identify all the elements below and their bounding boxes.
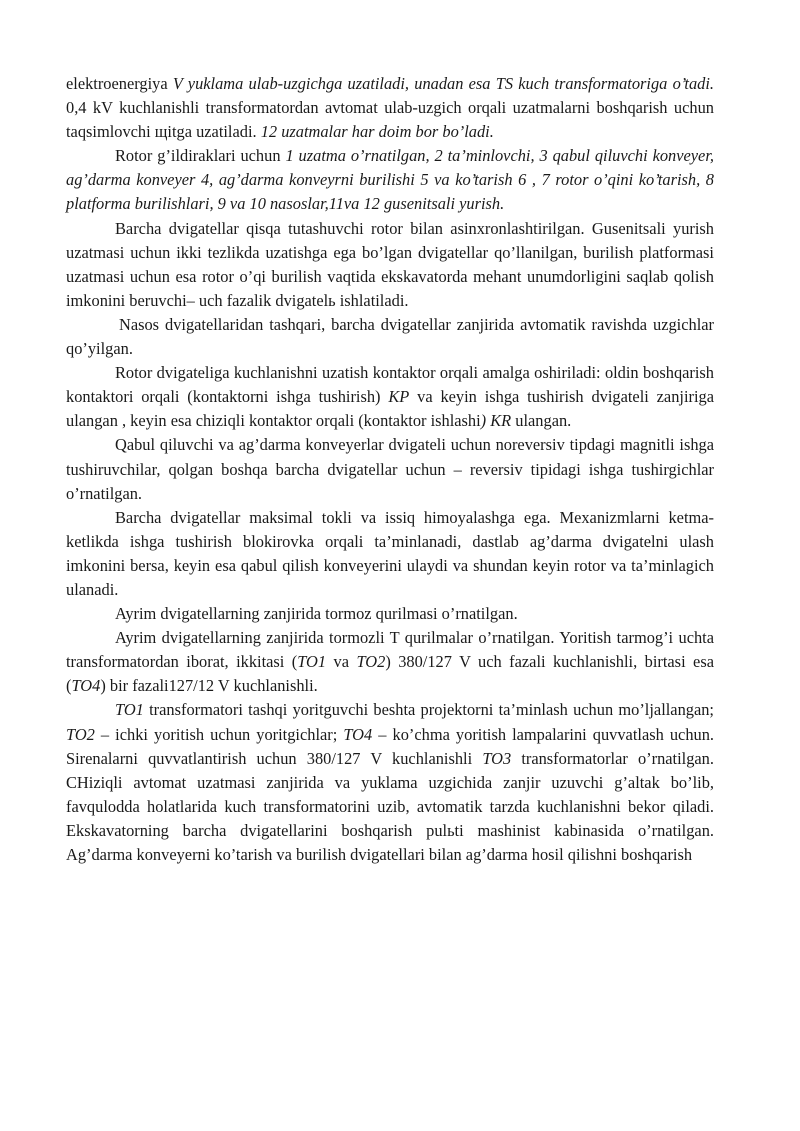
p9-text-c: va — [326, 652, 357, 672]
p10-text-h: transformatorlar o’rnatilgan. CHiziqli avtomat uzatmasi zanjirida va yuklama uzgichida zanjir uzuvchi g’altak bo’lib, favqulodda holatlarida kuch transformatorini uzib, avtomatik tarzda kuchlanishni bekor qiladi. Ekskavatorning barcha dvigatellarini boshqarish pulьti mashinist kabinasida o’rnatilgan. Ag’darma konveyerni ko’tarish va burilish dvigatellari bilan ag’darma hosil qilishni boshqarish — [66, 748, 714, 864]
paragraph-3: Barcha dvigatellar qisqa tutashuvchi rotor bilan asinxronlashtirilgan. Gusenitsali yurish uzatmasi uchun ikki tezlikda uzatishga ega bo’lgan dvigatellar qo’llanilgan, burilish platformasi uzatmasi uchun esa rotor o’qi burilish vaqtida ekskavatorda mehant unumdorligini saqlab qolish imkonini beruvchi– uch fazalik dvigatelь ishlatiladi. — [66, 218, 714, 310]
p5-italic-kr: ) KR — [480, 411, 512, 431]
p5-text-e: ulangan. — [511, 411, 572, 431]
document-page — [66, 72, 714, 867]
paragraph-6: Qabul qiluvchi va ag’darma konveyerlar dvigateli uchun noreversiv tipdagi magnitli ishga tushiruvchilar, qolgan boshqa barcha dvigatellar uchun – reversiv tipidagi ishga tushirgichlar o’rnatilgan. — [66, 435, 714, 503]
p1-text-c: 0,4 kV kuchlanishli transformatordan avtomat ulab-uzgich orqali uzatmalarni boshqarish uchun taqsimlovchi щitga uzatiladi. — [66, 98, 714, 142]
p9-italic-to4: TO4 — [71, 676, 101, 696]
p2-text-a: Rotor g’ildiraklari uchun — [115, 146, 286, 166]
p1-italic-d: 12 uzatmalar har doim bor bo’ladi. — [260, 122, 494, 142]
paragraph-5 — [66, 361, 714, 433]
p5-italic-kp: KP — [388, 387, 410, 407]
paragraph-10 — [66, 698, 714, 867]
paragraph-9 — [66, 626, 714, 698]
p10-text-b: transformatori tashqi yoritguvchi beshta projektorni ta’minlash uchun mo’ljallangan; — [143, 700, 714, 720]
p9-italic-to1: TO1 — [297, 652, 327, 672]
p10-italic-to3: TO3 — [482, 748, 512, 768]
paragraph-7: Barcha dvigatellar maksimal tokli va issiq himoyalashga ega. Mexanizmlarni ketma-ketlikda ishga tushirish blokirovka orqali ta’minlanadi, dastlab ag’darma dvigatelni ulash imkonini bersa, keyin esa qabul qilish konveyerini ulaydi va shundan keyin rotor va ta’minlagich ulanadi. — [66, 507, 714, 599]
p10-italic-to2: TO2 — [66, 724, 95, 744]
p9-text-e: ) 380/127 V uch fazali kuchlanishli, birtasi esa ( — [66, 652, 714, 696]
paragraph-2 — [66, 144, 714, 216]
p9-text-g: ) bir fazali127/12 V kuchlanishli. — [100, 676, 318, 696]
p9-italic-to2: TO2 — [356, 652, 386, 672]
p10-text-d: – ichki yoritish uchun yoritgichlar; — [94, 724, 344, 744]
p1-text-a: elektroenergiya — [66, 74, 173, 93]
p10-italic-to1: TO1 — [115, 700, 144, 720]
p1-italic-b: V yuklama ulab-uzgichga uzatiladi, unadan esa TS kuch transformatoriga o’tadi. — [172, 74, 714, 93]
p10-text-f: – ko’chma yoritish lampalarini quvvatlash uchun. Sirenalarni quvvatlantirish uchun 380/127 V kuchlanishli — [66, 724, 715, 768]
paragraph-1 — [66, 72, 714, 144]
p10-italic-to4: TO4 — [343, 724, 373, 744]
paragraph-8: Ayrim dvigatellarning zanjirida tormoz qurilmasi o’rnatilgan. — [115, 604, 518, 624]
p2-italic-b: 1 uzatma o’rnatilgan, 2 ta’minlovchi, 3 qabul qiluvchi konveyer, ag’darma konveyer 4, ag’darma konveyrni burilishi 5 va ko’tarish 6 , 7 rotor o’qini ko’tarish, 8 platforma burilishlari, 9 va 10 nasoslar,11va 12 gusenitsali yurish. — [66, 146, 714, 214]
p9-text-a: Ayrim dvigatellarning zanjirida tormozli T qurilmalar o’rnatilgan. Yoritish tarmog’i uchta transformatordan iborat, ikkitasi ( — [66, 628, 714, 672]
p5-text-a: Rotor dvigateliga kuchlanishni uzatish kontaktor orqali amalga oshiriladi: oldin boshqarish kontaktori orqali (kontaktorni ishga tushirish) — [66, 363, 714, 407]
paragraph-4: Nasos dvigatellaridan tashqari, barcha dvigatellar zanjirida avtomatik ravishda uzgichlar qo’yilgan. — [66, 314, 714, 359]
p5-text-c: va keyin ishga tushirish dvigateli zanjiriga ulangan , keyin esa chiziqli kontaktor orqali (kontaktor ishlashi — [66, 387, 714, 431]
